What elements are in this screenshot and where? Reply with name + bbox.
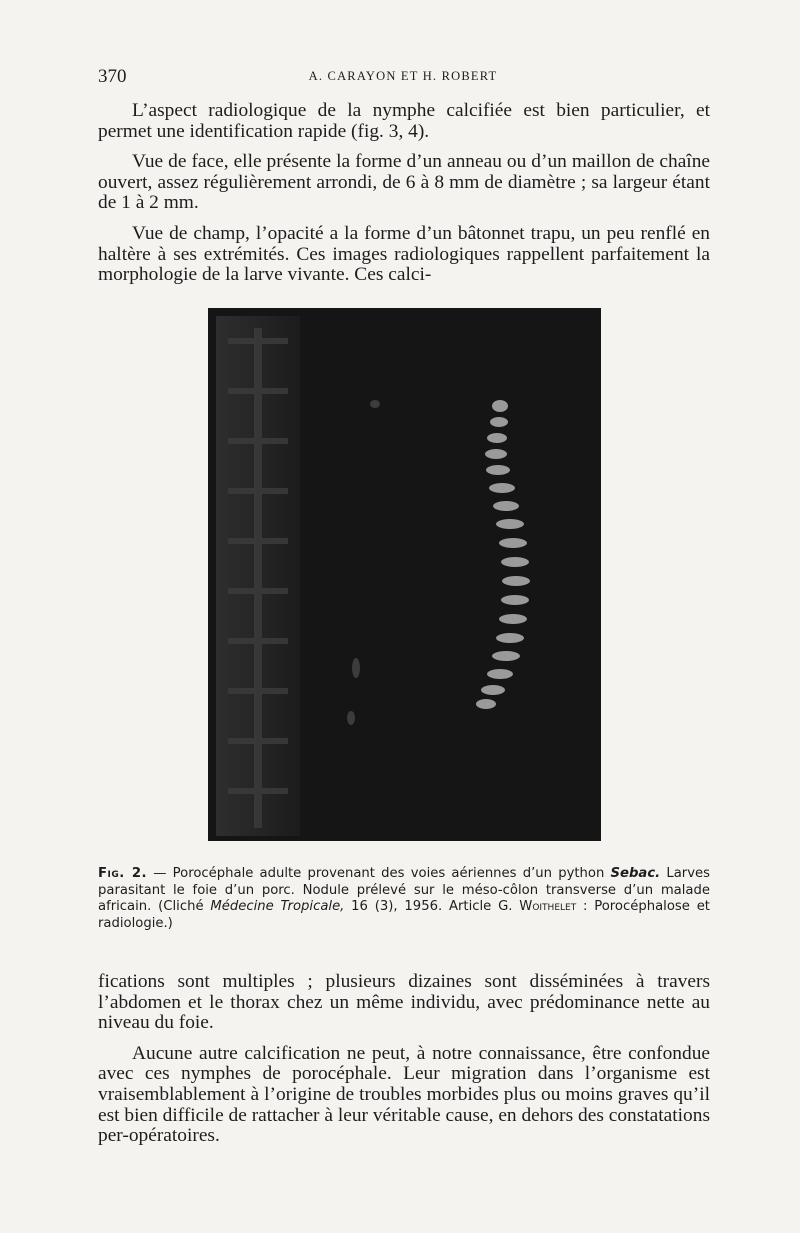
figure-label: Fig. 2. [98, 866, 148, 881]
caption-text-4: : Porocéphalose et radiologie.) [98, 899, 710, 931]
page-number: 370 [98, 66, 127, 87]
figure-photograph [208, 308, 601, 841]
paragraph-continuation: fications sont multiples ; plusieurs dizaines sont disséminées à travers l’abdomen et le thorax chez un même individu, avec prédominance nette au niveau du foie. [98, 971, 710, 1034]
caption-author: Woithelet [519, 899, 577, 915]
paragraph-face-view: Vue de face, elle présente la forme d’un anneau ou d’un maillon de chaîne ouvert, assez régulièrement arrondi, de 6 à 8 mm de diamètre ; sa largeur étant de 1 à 2 mm. [98, 151, 710, 214]
paragraph-aspect: L’aspect radiologique de la nymphe calcifiée est bien particulier, et permet une identification rapide (fig. 3, 4). [98, 100, 710, 142]
body-text-bottom [98, 972, 710, 1157]
caption-text-1: Porocéphale adulte provenant des voies aériennes d’un python [172, 866, 611, 881]
figure-caption [98, 866, 710, 932]
caption-dash: — [147, 866, 173, 881]
paragraph-calcification: Aucune autre calcification ne peut, à notre connaissance, être confondue avec ces nymphes de porocéphale. Leur migration dans l’organisme est vraisemblablement à l’origine de troubles morbides plus ou moins graves qu’il est bien difficile de rattacher à leur véritable cause, en dehors des constatations per-opératoires. [98, 1042, 710, 1147]
paragraph-side-view: Vue de champ, l’opacité a la forme d’un bâtonnet trapu, un peu renflé en haltère à ses extrémités. Ces images radiologiques rappellent parfaitement la morphologie de la larve vivante. Ces calci- [98, 222, 710, 286]
caption-text-2: Larves parasitant le foie d’un porc. Nodule prélevé sur le méso-côlon transverse d’un malade africain. (Cliché [98, 866, 710, 915]
porocephalus-photo [208, 308, 601, 841]
caption-text-3: 16 (3), 1956. Article G. [344, 899, 520, 915]
body-text-top [98, 101, 710, 296]
caption-journal: Médecine Tropicale, [210, 899, 345, 915]
running-title: A. CARAYON ET H. ROBERT [308, 69, 498, 83]
page-header [98, 66, 708, 90]
caption-species: Sebac. [610, 866, 661, 881]
